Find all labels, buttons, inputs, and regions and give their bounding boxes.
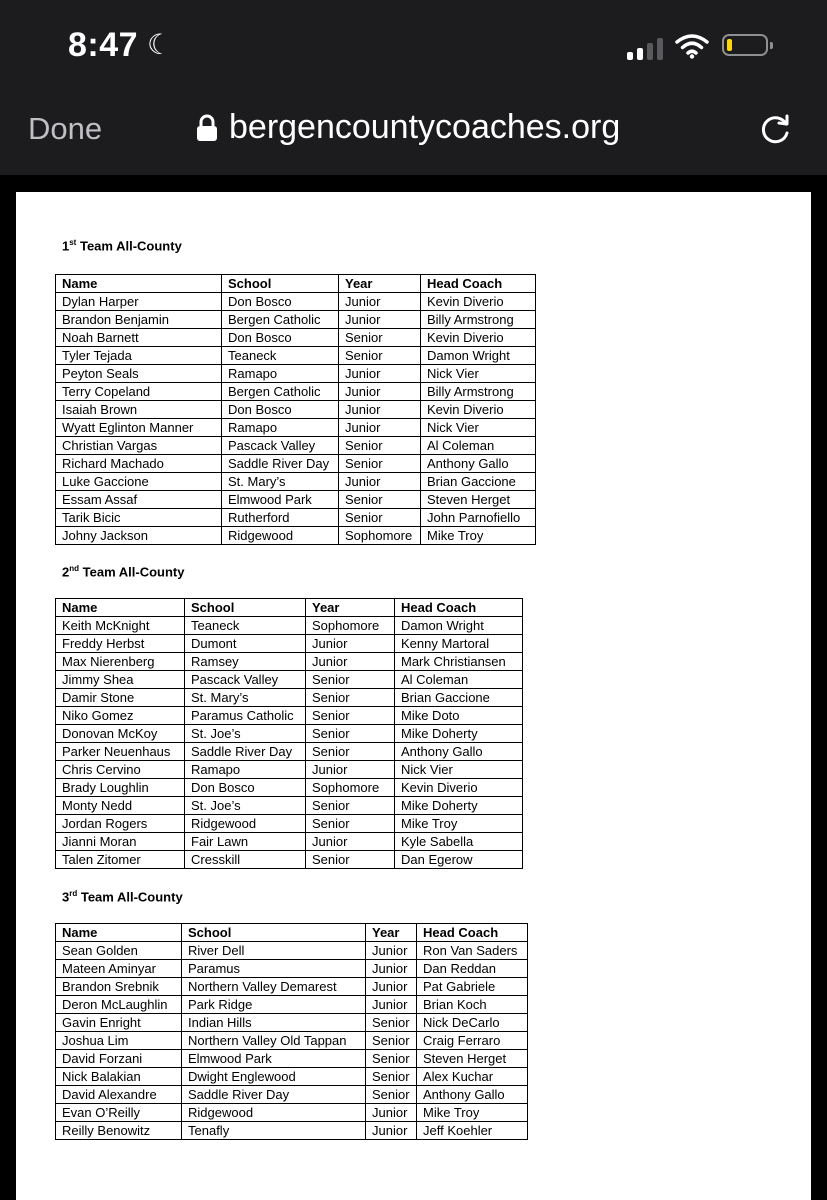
cell-school: Rutherford [222,509,339,527]
table-row [56,815,523,833]
cell-name: Monty Nedd [56,797,185,815]
cell-name: Sean Golden [56,942,182,960]
cell-coach: Anthony Gallo [421,455,536,473]
cell-coach: Kyle Sabella [395,833,523,851]
cell-coach: Nick Vier [421,419,536,437]
cell-coach: Pat Gabriele [417,978,528,996]
table-row [56,725,523,743]
cell-school: Paramus [182,960,366,978]
cell-year: Senior [366,1068,417,1086]
cell-year: Senior [306,797,395,815]
cell-name: Talen Zitomer [56,851,185,869]
cell-name: Joshua Lim [56,1032,182,1050]
cell-year: Senior [306,725,395,743]
cell-year: Junior [366,1122,417,1140]
cell-year: Junior [339,293,421,311]
cell-name: Jimmy Shea [56,671,185,689]
col-header-coach: Head Coach [395,599,523,617]
cell-name: David Alexandre [56,1086,182,1104]
cell-school: Ramapo [222,419,339,437]
col-header-coach: Head Coach [421,275,536,293]
cell-school: Don Bosco [185,779,306,797]
cell-year: Senior [339,509,421,527]
browser-toolbar [0,95,827,175]
section-title-first-team: 1st Team All-County [62,238,182,254]
cell-coach: Damon Wright [421,347,536,365]
cell-coach: Mike Doherty [395,797,523,815]
clock: 8:47 [68,26,139,64]
cell-school: Pascack Valley [185,671,306,689]
table-row [56,1032,528,1050]
cell-coach: Kenny Martoral [395,635,523,653]
cell-coach: John Parnofiello [421,509,536,527]
cell-year: Junior [306,635,395,653]
cell-school: Saddle River Day [182,1086,366,1104]
cell-coach: Brian Gaccione [395,689,523,707]
col-header-school: School [182,924,366,942]
cell-name: Brady Loughlin [56,779,185,797]
cell-year: Senior [306,671,395,689]
col-header-year: Year [366,924,417,942]
cell-coach: Nick Vier [395,761,523,779]
table-row [56,311,536,329]
cell-school: Saddle River Day [222,455,339,473]
cell-school: Indian Hills [182,1014,366,1032]
cell-year: Senior [306,815,395,833]
table-row [56,329,536,347]
cell-year: Sophomore [306,779,395,797]
table-row [56,617,523,635]
cell-name: Damir Stone [56,689,185,707]
cell-coach: Mike Troy [421,527,536,545]
table-row [56,383,536,401]
cell-name: Noah Barnett [56,329,222,347]
cell-year: Sophomore [339,527,421,545]
cell-school: Teaneck [222,347,339,365]
table-row [56,689,523,707]
cell-name: Keith McKnight [56,617,185,635]
done-button[interactable]: Done [28,111,103,146]
document-page [16,192,811,1200]
table-row [56,1086,528,1104]
cell-coach: Craig Ferraro [417,1032,528,1050]
table-row [56,761,523,779]
cell-year: Junior [366,1104,417,1122]
cell-coach: Al Coleman [395,671,523,689]
lock-icon [196,114,218,142]
cell-school: Elmwood Park [222,491,339,509]
cell-school: St. Mary’s [222,473,339,491]
col-header-school: School [185,599,306,617]
cell-coach: Billy Armstrong [421,311,536,329]
cell-school: Cresskill [185,851,306,869]
table-row [56,347,536,365]
battery-icon [722,34,768,56]
cell-coach: Alex Kuchar [417,1068,528,1086]
table-row [56,942,528,960]
cell-coach: Damon Wright [395,617,523,635]
cell-name: Chris Cervino [56,761,185,779]
cell-school: St. Mary’s [185,689,306,707]
cell-name: Tarik Bicic [56,509,222,527]
table-row [56,671,523,689]
cell-year: Junior [366,960,417,978]
cell-coach: Jeff Koehler [417,1122,528,1140]
cell-school: Teaneck [185,617,306,635]
cell-name: Jordan Rogers [56,815,185,833]
cell-name: Isaiah Brown [56,401,222,419]
cell-name: Donovan McKoy [56,725,185,743]
cell-year: Junior [366,978,417,996]
reload-icon[interactable] [758,111,794,147]
cell-coach: Al Coleman [421,437,536,455]
cell-coach: Kevin Diverio [421,329,536,347]
table-row [56,797,523,815]
cell-school: Bergen Catholic [222,383,339,401]
cell-name: Freddy Herbst [56,635,185,653]
cell-name: Johny Jackson [56,527,222,545]
cell-year: Senior [306,689,395,707]
cell-name: Reilly Benowitz [56,1122,182,1140]
cell-name: Terry Copeland [56,383,222,401]
table-row [56,1104,528,1122]
cell-name: Christian Vargas [56,437,222,455]
col-header-year: Year [339,275,421,293]
cell-school: Dwight Englewood [182,1068,366,1086]
cell-year: Junior [366,996,417,1014]
section-title-second-team: 2nd Team All-County [62,564,185,580]
cell-coach: Mike Doto [395,707,523,725]
table-row [56,779,523,797]
status-bar [0,0,827,95]
cell-year: Junior [339,401,421,419]
cell-school: Saddle River Day [185,743,306,761]
cell-name: Nick Balakian [56,1068,182,1086]
cell-year: Junior [306,761,395,779]
table-row [56,833,523,851]
cell-school: River Dell [182,942,366,960]
cell-year: Senior [339,329,421,347]
cell-year: Senior [366,1086,417,1104]
table-row [56,419,536,437]
col-header-school: School [222,275,339,293]
cell-school: St. Joe’s [185,797,306,815]
moon-icon: ☾ [147,29,173,60]
cell-year: Senior [339,491,421,509]
col-header-name: Name [56,599,185,617]
cell-school: Fair Lawn [185,833,306,851]
cell-school: Dumont [185,635,306,653]
cell-school: Don Bosco [222,401,339,419]
cell-school: Ramapo [185,761,306,779]
cell-name: Luke Gaccione [56,473,222,491]
cell-year: Senior [306,851,395,869]
cell-coach: Kevin Diverio [421,401,536,419]
cell-school: Ridgewood [222,527,339,545]
cell-coach: Dan Reddan [417,960,528,978]
cell-coach: Brian Gaccione [421,473,536,491]
cell-coach: Mike Troy [395,815,523,833]
col-header-year: Year [306,599,395,617]
table-row [56,401,536,419]
cell-school: Northern Valley Old Tappan [182,1032,366,1050]
cell-coach: Steven Herget [421,491,536,509]
table-row [56,978,528,996]
cell-name: Brandon Benjamin [56,311,222,329]
cell-coach: Mike Doherty [395,725,523,743]
cell-name: David Forzani [56,1050,182,1068]
cell-name: Mateen Aminyar [56,960,182,978]
cell-coach: Nick DeCarlo [417,1014,528,1032]
cell-year: Junior [306,833,395,851]
first-team-table [55,274,536,545]
col-header-name: Name [56,275,222,293]
cell-school: Tenafly [182,1122,366,1140]
cell-coach: Nick Vier [421,365,536,383]
cell-year: Senior [306,707,395,725]
table-row [56,437,536,455]
cell-coach: Kevin Diverio [395,779,523,797]
cell-school: Paramus Catholic [185,707,306,725]
cell-coach: Mike Troy [417,1104,528,1122]
cell-year: Senior [306,743,395,761]
cell-coach: Mark Christiansen [395,653,523,671]
cell-name: Peyton Seals [56,365,222,383]
cell-school: Ridgewood [185,815,306,833]
cell-coach: Billy Armstrong [421,383,536,401]
table-row [56,653,523,671]
cell-school: Park Ridge [182,996,366,1014]
table-row [56,473,536,491]
cell-coach: Brian Koch [417,996,528,1014]
cell-coach: Anthony Gallo [417,1086,528,1104]
table-header-row [56,275,536,293]
url-bar[interactable]: bergencountycoaches.org [229,108,621,146]
table-header-row [56,599,523,617]
cell-name: Essam Assaf [56,491,222,509]
table-row [56,635,523,653]
table-row [56,743,523,761]
cell-school: Elmwood Park [182,1050,366,1068]
cell-year: Junior [339,311,421,329]
second-team-table [55,598,523,869]
table-row [56,455,536,473]
cell-name: Gavin Enright [56,1014,182,1032]
cell-school: Ramsey [185,653,306,671]
col-header-name: Name [56,924,182,942]
cell-name: Brandon Srebnik [56,978,182,996]
table-row [56,527,536,545]
cell-year: Senior [339,455,421,473]
cell-name: Dylan Harper [56,293,222,311]
cell-year: Senior [366,1014,417,1032]
cell-year: Senior [339,437,421,455]
cell-year: Sophomore [306,617,395,635]
table-row [56,365,536,383]
third-team-table [55,923,528,1140]
cell-name: Richard Machado [56,455,222,473]
table-row [56,1122,528,1140]
table-row [56,509,536,527]
cell-name: Parker Neuenhaus [56,743,185,761]
section-title-third-team: 3rd Team All-County [62,889,183,905]
cell-name: Niko Gomez [56,707,185,725]
cell-name: Tyler Tejada [56,347,222,365]
cell-name: Evan O’Reilly [56,1104,182,1122]
cell-name: Max Nierenberg [56,653,185,671]
table-header-row [56,924,528,942]
cell-year: Junior [339,383,421,401]
table-row [56,1014,528,1032]
cell-school: Northern Valley Demarest [182,978,366,996]
table-row [56,851,523,869]
cellular-signal-icon [627,38,667,60]
cell-school: Ridgewood [182,1104,366,1122]
cell-school: Bergen Catholic [222,311,339,329]
cell-year: Junior [306,653,395,671]
table-row [56,491,536,509]
cell-school: Don Bosco [222,329,339,347]
table-row [56,960,528,978]
wifi-icon [675,33,709,59]
cell-year: Senior [339,347,421,365]
cell-school: Pascack Valley [222,437,339,455]
cell-school: Ramapo [222,365,339,383]
cell-coach: Anthony Gallo [395,743,523,761]
cell-year: Junior [366,942,417,960]
cell-coach: Dan Egerow [395,851,523,869]
cell-name: Jianni Moran [56,833,185,851]
cell-year: Junior [339,365,421,383]
cell-year: Senior [366,1032,417,1050]
table-row [56,707,523,725]
cell-coach: Kevin Diverio [421,293,536,311]
table-row [56,996,528,1014]
cell-coach: Ron Van Saders [417,942,528,960]
table-row [56,293,536,311]
cell-school: St. Joe’s [185,725,306,743]
col-header-coach: Head Coach [417,924,528,942]
cell-coach: Steven Herget [417,1050,528,1068]
cell-name: Wyatt Eglinton Manner [56,419,222,437]
cell-year: Junior [339,473,421,491]
cell-year: Senior [366,1050,417,1068]
table-row [56,1050,528,1068]
cell-year: Junior [339,419,421,437]
cell-name: Deron McLaughlin [56,996,182,1014]
cell-school: Don Bosco [222,293,339,311]
table-row [56,1068,528,1086]
